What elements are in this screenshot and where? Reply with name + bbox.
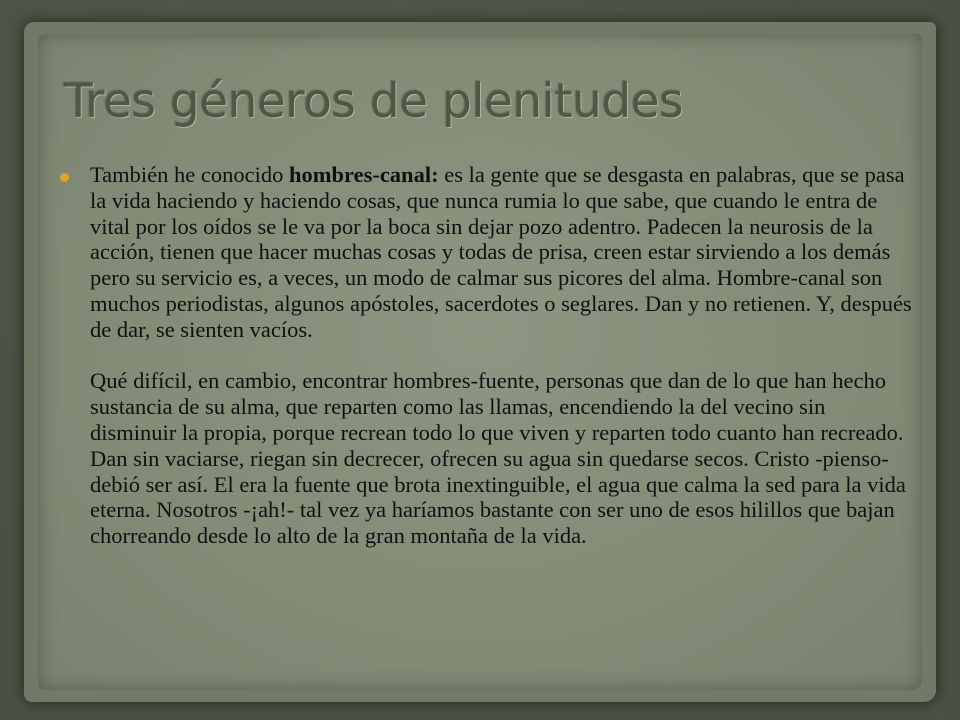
bullet-dot-icon — [60, 173, 69, 182]
emphasis-hombres-canal: hombres-canal: — [288, 162, 439, 187]
paragraph-spacer — [90, 343, 914, 369]
paragraph-lead: También he conocido — [90, 162, 289, 187]
slide-content — [56, 162, 914, 549]
bullet-item — [56, 162, 914, 549]
paragraph-hombres-canal — [90, 162, 914, 343]
paragraph-rest: es la gente que se desgasta en palabras, que se pasa la vida haciendo y haciendo cosas, que nunca rumia lo que sabe, que cuando le entra de vital por los oídos se le va por la boca sin dejar pozo adentro. Padecen la neurosis de la acción, tienen que hacer muchas cosas y todas de prisa, creen estar sirviendo a los demás pero su servicio es, a veces, un modo de calmar sus picores del alma. Hombre-canal son muchos periodistas, algunos apóstoles, sacerdotes o seglares. Dan y no retienen. Y, después de dar, se sienten vacíos. — [90, 162, 912, 342]
paragraph-hombres-fuente: Qué difícil, en cambio, encontrar hombres-fuente, personas que dan de lo que han hecho sustancia de su alma, que reparten como las llamas, encendiendo la del vecino sin disminuir la propia, porque recrean todo lo que viven y reparten todo cuanto han recreado. Dan sin vaciarse, riegan sin decrecer, ofrecen su agua sin quedarse secos. Cristo -pienso- debió ser así. El era la fuente que brota inextinguible, el agua que calma la sed para la vida eterna. Nosotros -¡ah!- tal vez ya haríamos bastante con ser uno de esos hilillos que bajan chorreando desde lo alto de la gran montaña de la vida. — [90, 368, 906, 549]
bullet-body — [90, 162, 914, 549]
slide-title: Tres géneros de plenitudes — [64, 74, 684, 129]
